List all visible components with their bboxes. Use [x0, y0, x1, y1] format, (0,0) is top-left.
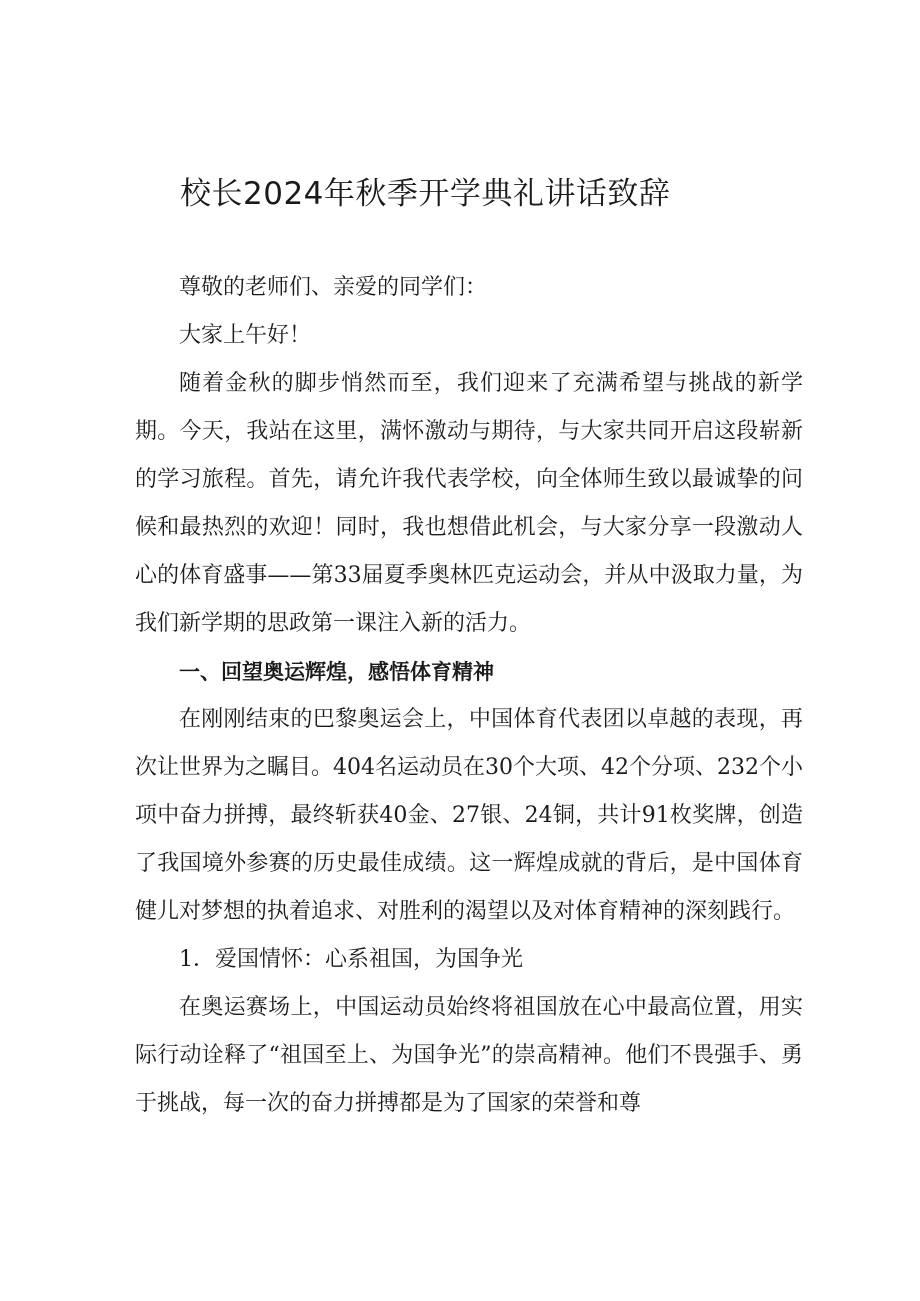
- subsection-paragraph: 在奥运赛场上，中国运动员始终将祖国放在心中最高位置，用实际行动诠释了“祖国至上、为国争光”的崇高精神。他们不畏强手、勇于挑战，每一次的奋力拼搏都是为了国家的荣誉和尊: [135, 995, 803, 1116]
- document-body: [135, 264, 803, 1128]
- greeting-paragraph: 大家上午好！: [179, 323, 312, 348]
- document-title: 校长2024年秋季开学典礼讲话致辞: [180, 176, 671, 212]
- intro-paragraph: 随着金秋的脚步悄然而至，我们迎来了充满希望与挑战的新学期。今天，我站在这里，满怀激动与期待，与大家共同开启这段崭新的学习旅程。首先，请允许我代表学校，向全体师生致以最诚挚的问候和最热烈的欢迎！同时，我也想借此机会，与大家分享一段激动人心的体育盛事——第33届夏季奥林匹克运动会，并从中汲取力量，为我们新学期的思政第一课注入新的活力。: [135, 371, 803, 636]
- subsection-heading: 1．爱国情怀：心系祖国，为国争光: [179, 947, 523, 972]
- section-heading: 一、回望奥运辉煌，感悟体育精神: [179, 660, 494, 684]
- salutation-paragraph: 尊敬的老师们、亲爱的同学们：: [179, 275, 488, 300]
- section-paragraph: 在刚刚结束的巴黎奥运会上，中国体育代表团以卓越的表现，再次让世界为之瞩目。404名运动员在30个大项、42个分项、232个小项中奋力拼搏，最终斩获40金、27银、24铜，共计91枚奖牌，创造了我国境外参赛的历史最佳成绩。这一辉煌成就的背后，是中国体育健儿对梦想的执着追求、对胜利的渴望以及对体育精神的深刻践行。: [135, 707, 803, 924]
